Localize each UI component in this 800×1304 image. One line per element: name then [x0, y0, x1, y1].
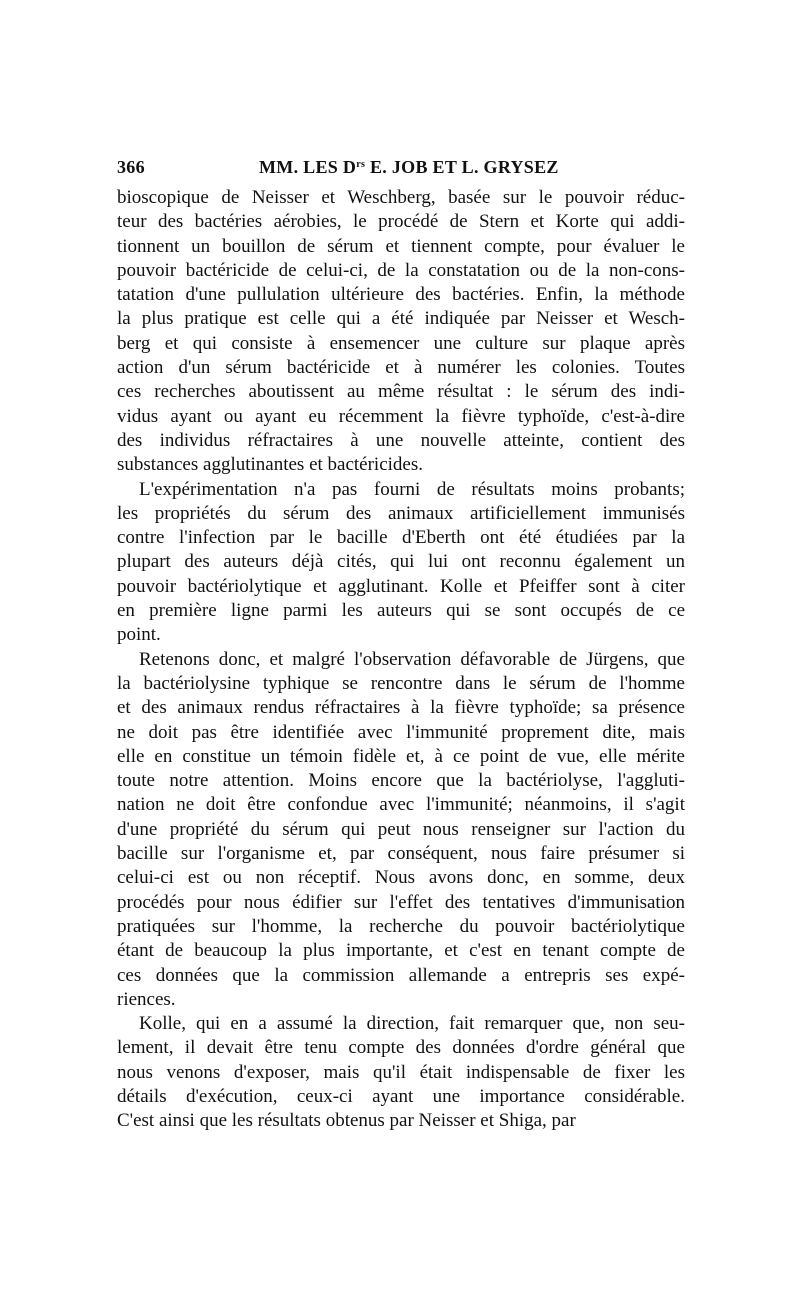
paragraph-2	[117, 478, 685, 648]
text-line: détails d'exécution, ceux-ci ayant une importance considérable.	[117, 1085, 685, 1107]
text-line: elle en constitue un témoin fidèle et, à ce point de vue, elle mérite	[117, 745, 685, 767]
paragraph-4	[117, 1012, 685, 1133]
text-line: pouvoir bactériolytique et agglutinant. Kolle et Pfeiffer sont à citer	[117, 575, 685, 597]
text-line: point.	[117, 624, 161, 646]
text-line: bacille sur l'organisme et, par conséquent, nous faire présumer si	[117, 843, 685, 865]
text-line: procédés pour nous édifier sur l'effet des tentatives d'immunisation	[117, 891, 685, 913]
text-line: nous venons d'exposer, mais qu'il était indispensable de fixer les	[117, 1061, 685, 1083]
text-line: C'est ainsi que les résultats obtenus par Neisser et Shiga, par	[117, 1110, 576, 1132]
text-line: pratiquées sur l'homme, la recherche du pouvoir bactériolytique	[117, 915, 685, 937]
running-title	[259, 157, 559, 178]
text-line: tionnent un bouillon de sérum et tiennent compte, pour évaluer le	[117, 235, 685, 257]
text-line: L'expérimentation n'a pas fourni de résultats moins probants;	[139, 478, 685, 500]
text-line: toute notre attention. Moins encore que la bactériolyse, l'aggluti-	[117, 770, 685, 792]
running-title-superscript: rs	[356, 159, 366, 170]
text-line: en première ligne parmi les auteurs qui se sont occupés de ce	[117, 600, 685, 622]
text-line: celui-ci est ou non réceptif. Nous avons donc, en somme, deux	[117, 867, 685, 889]
text-line: et des animaux rendus réfractaires à la fièvre typhoïde; sa présence	[117, 697, 685, 719]
body-text	[117, 186, 685, 1134]
text-line: des individus réfractaires à une nouvelle atteinte, contient des	[117, 429, 685, 451]
text-line: riences.	[117, 988, 176, 1010]
running-title-prefix: MM. LES D	[259, 157, 357, 177]
text-line: Kolle, qui en a assumé la direction, fait remarquer que, non seu-	[139, 1013, 685, 1035]
text-line: berg et qui consiste à ensemencer une culture sur plaque après	[117, 332, 685, 354]
text-line: la plus pratique est celle qui a été indiquée par Neisser et Wesch-	[117, 308, 685, 330]
running-head	[117, 157, 685, 181]
text-line: ne doit pas être identifiée avec l'immunité proprement dite, mais	[117, 721, 685, 743]
page-number: 366	[117, 157, 145, 177]
text-line: ces recherches aboutissent au même résultat : le sérum des indi-	[117, 381, 685, 403]
text-line: vidus ayant ou ayant eu récemment la fièvre typhoïde, c'est-à-dire	[117, 405, 685, 427]
paragraph-3	[117, 648, 685, 1012]
text-line: action d'un sérum bactéricide et à numérer les colonies. Toutes	[117, 357, 685, 379]
text-line: tatation d'une pullulation ultérieure des bactéries. Enfin, la méthode	[117, 284, 685, 306]
paragraph-1	[117, 186, 685, 478]
text-line: les propriétés du sérum des animaux artificiellement immunisés	[117, 502, 685, 524]
text-line: substances agglutinantes et bactéricides.	[117, 454, 424, 476]
text-line: lement, il devait être tenu compte des données d'ordre général que	[117, 1037, 685, 1059]
text-line: teur des bactéries aérobies, le procédé de Stern et Korte qui addi-	[117, 211, 685, 233]
text-line: pouvoir bactéricide de celui-ci, de la constatation ou de la non-cons-	[117, 259, 685, 281]
text-line: nation ne doit être confondue avec l'immunité; néanmoins, il s'agit	[117, 794, 685, 816]
text-line: d'une propriété du sérum qui peut nous renseigner sur l'action du	[117, 818, 685, 840]
text-line: la bactériolysine typhique se rencontre dans le sérum de l'homme	[117, 672, 685, 694]
running-title-suffix: E. JOB ET L. GRYSEZ	[365, 157, 559, 177]
text-line: étant de beaucoup la plus importante, et c'est en tenant compte de	[117, 940, 685, 962]
text-line: plupart des auteurs déjà cités, qui lui ont reconnu également un	[117, 551, 685, 573]
text-line: contre l'infection par le bacille d'Eberth ont été étudiées par la	[117, 527, 685, 549]
text-line: Retenons donc, et malgré l'observation défavorable de Jürgens, que	[139, 648, 685, 670]
text-line: ces données que la commission allemande a entrepris ses expé-	[117, 964, 685, 986]
text-line: bioscopique de Neisser et Weschberg, basée sur le pouvoir réduc-	[117, 187, 685, 208]
